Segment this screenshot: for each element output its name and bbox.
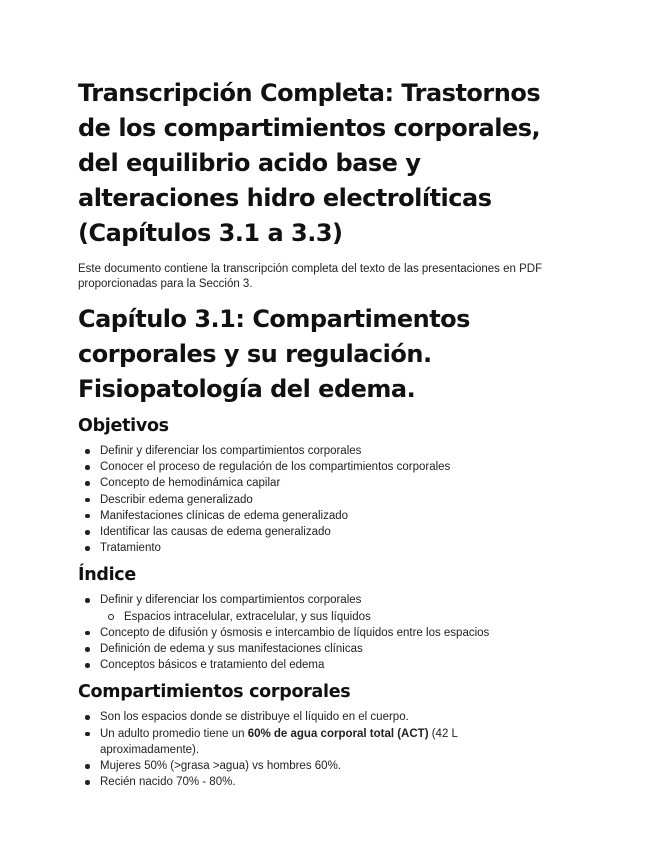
indice-heading: Índice (78, 565, 136, 586)
list-item-text-lead: Un adulto promedio tiene un (100, 727, 248, 740)
list-item (78, 625, 585, 641)
indice-section (78, 562, 585, 673)
objetivos-heading: Objetivos (78, 416, 169, 436)
list-item-text: Manifestaciones clínicas de edema generalizado (100, 509, 349, 522)
list-item-text: Describir edema generalizado (100, 493, 253, 506)
list-item-text-tail: (42 L aproximadamente). (100, 727, 458, 756)
list-item-text: Concepto de difusión y ósmosis e intercambio de líquidos entre los espacios (100, 626, 490, 639)
bullet-icon (85, 514, 90, 519)
indice-sublist (100, 609, 585, 625)
hollow-bullet-icon (108, 614, 114, 620)
bullet-icon (85, 663, 90, 668)
list-item (78, 774, 585, 790)
compartimientos-section (78, 679, 585, 790)
bullet-icon (85, 530, 90, 535)
list-item (78, 524, 585, 540)
bullet-icon (85, 546, 90, 551)
bullet-icon (85, 715, 90, 720)
intro-paragraph: Este documento contiene la transcripción completa del texto de las presentaciones en PDF proporcionadas para la Sección 3. (78, 263, 543, 290)
bullet-icon (85, 647, 90, 652)
list-item (78, 726, 500, 758)
list-item-text: Definición de edema y sus manifestaciones clínicas (100, 643, 363, 656)
list-item (78, 758, 585, 774)
compartimientos-list (78, 709, 585, 790)
objetivos-section (78, 413, 585, 556)
indice-list (78, 592, 585, 673)
sub-list-item-text: Espacios intracelular, extracelular, y sus líquidos (124, 610, 371, 623)
list-item-text: Conceptos básicos e tratamiento del edema (100, 659, 325, 672)
list-item-text-emphasis: 60% de agua corporal total (ACT) (247, 727, 429, 740)
bullet-icon (85, 764, 90, 769)
bullet-icon (85, 465, 90, 470)
list-item-text: Mujeres 50% (>grasa >agua) vs hombres 60%. (100, 760, 341, 773)
list-item-text: Tratamiento (100, 542, 161, 555)
list-item (78, 540, 585, 556)
sub-list-item (78, 609, 585, 625)
compartimientos-heading: Compartimientos corporales (78, 682, 351, 703)
list-item (78, 709, 585, 725)
list-item-text: Son los espacios donde se distribuye el líquido en el cuerpo. (100, 711, 409, 724)
list-item (78, 641, 585, 657)
bullet-icon (85, 481, 90, 486)
chapter-title: Capítulo 3.1: Compartimentos corporales y su regulación. Fisiopatología del edema. (78, 305, 470, 403)
list-item (78, 443, 585, 459)
list-item-text: Recién nacido 70% - 80%. (100, 776, 236, 789)
list-item (78, 475, 585, 491)
list-item-text: Concepto de hemodinámica capilar (100, 477, 281, 490)
bullet-icon (85, 780, 90, 785)
list-item (78, 657, 585, 673)
list-item (78, 459, 585, 475)
bullet-icon (85, 598, 90, 603)
document-title: Transcripción Completa: Trastornos de los compartimientos corporales, del equilibrio acido base y alteraciones hidro electrolíticas (Capítulos 3.1 a 3.3) (78, 79, 541, 247)
bullet-icon (85, 732, 90, 737)
list-item (78, 592, 585, 624)
list-item-text: Identificar las causas de edema generalizado (100, 526, 331, 539)
list-item-text: Definir y diferenciar los compartimientos corporales (100, 594, 362, 607)
list-item-text: Definir y diferenciar los compartimientos corporales (100, 445, 362, 457)
list-item (78, 508, 585, 524)
list-item (78, 492, 585, 508)
bullet-icon (85, 449, 90, 454)
bullet-icon (85, 631, 90, 636)
list-item-text: Conocer el proceso de regulación de los compartimientos corporales (100, 461, 451, 474)
bullet-icon (85, 498, 90, 503)
objetivos-list (78, 443, 585, 556)
